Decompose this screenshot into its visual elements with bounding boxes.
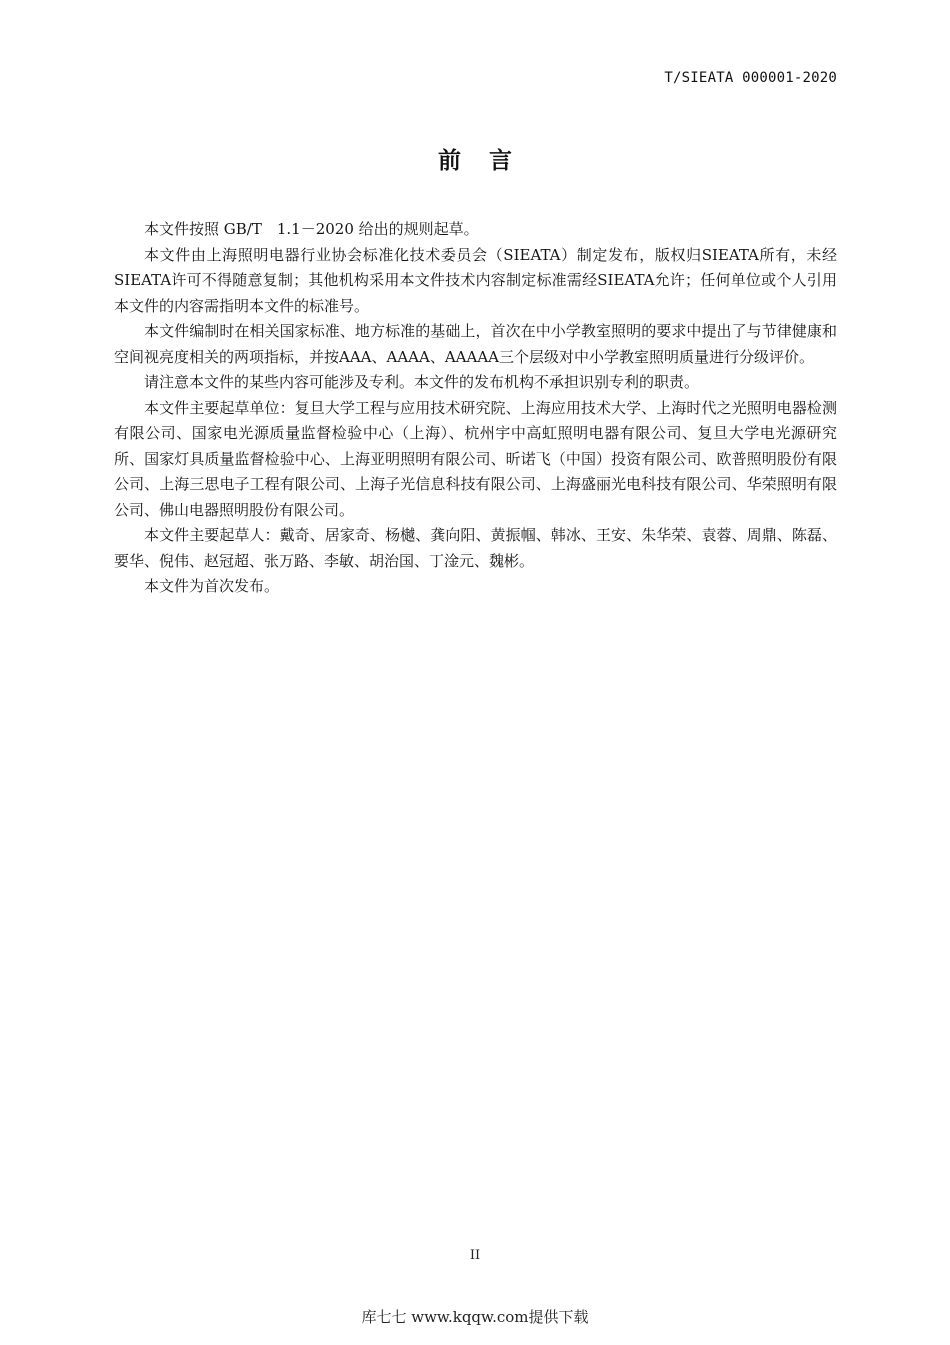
page-number: II xyxy=(469,1248,481,1263)
paragraph-drafters: 本文件主要起草人：戴奇、居家奇、杨樾、龚向阳、黄振帼、韩冰、王安、朱华荣、袁蓉、周鼎、陈磊、要华、倪伟、赵冠超、张万路、李敏、胡治国、丁淦元、魏彬。 xyxy=(114,526,837,570)
paragraph-drafting-organizations: 本文件主要起草单位：复旦大学工程与应用技术研究院、上海应用技术大学、上海时代之光照明电器检测有限公司、国家电光源质量监督检验中心（上海）、杭州宇中高虹照明电器有限公司、复旦大学电光源研究所、国家灯具质量监督检验中心、上海亚明照明有限公司、昕诺飞（中国）投资有限公司、欧普照明股份有限公司、上海三思电子工程有限公司、上海子光信息科技有限公司、上海盛丽光电科技有限公司、华荣照明有限公司、佛山电器照明股份有限公司。 xyxy=(114,398,837,519)
page-title: 前言 xyxy=(438,148,540,174)
paragraph-patent-notice: 请注意本文件的某些内容可能涉及专利。本文件的发布机构不承担识别专利的职责。 xyxy=(144,373,700,391)
foreword-body xyxy=(114,217,837,600)
paragraph-scope-indicators: 本文件编制时在相关国家标准、地方标准的基础上，首次在中小学教室照明的要求中提出了与节律健康和空间视亮度相关的两项指标，并按AAA、AAAA、AAAAA三个层级对中小学教室照明质量进行分级评价。 xyxy=(114,322,837,366)
paragraph-publisher-copyright: 本文件由上海照明电器行业协会标准化技术委员会（SIEATA）制定发布，版权归SIEATA所有，未经SIEATA许可不得随意复制；其他机构采用本文件技术内容制定标准需经SIEATA允许；任何单位或个人引用本文件的内容需指明本文件的标准号。 xyxy=(114,245,837,315)
paragraph-drafting-rules: 本文件按照 GB/T 1.1－2020 给出的规则起草。 xyxy=(144,220,479,238)
paragraph-first-release: 本文件为首次发布。 xyxy=(144,577,280,595)
download-source-note: 库七七 www.kqqw.com提供下载 xyxy=(361,1308,589,1326)
document-code: T/SIEATA 000001-2020 xyxy=(664,70,837,86)
